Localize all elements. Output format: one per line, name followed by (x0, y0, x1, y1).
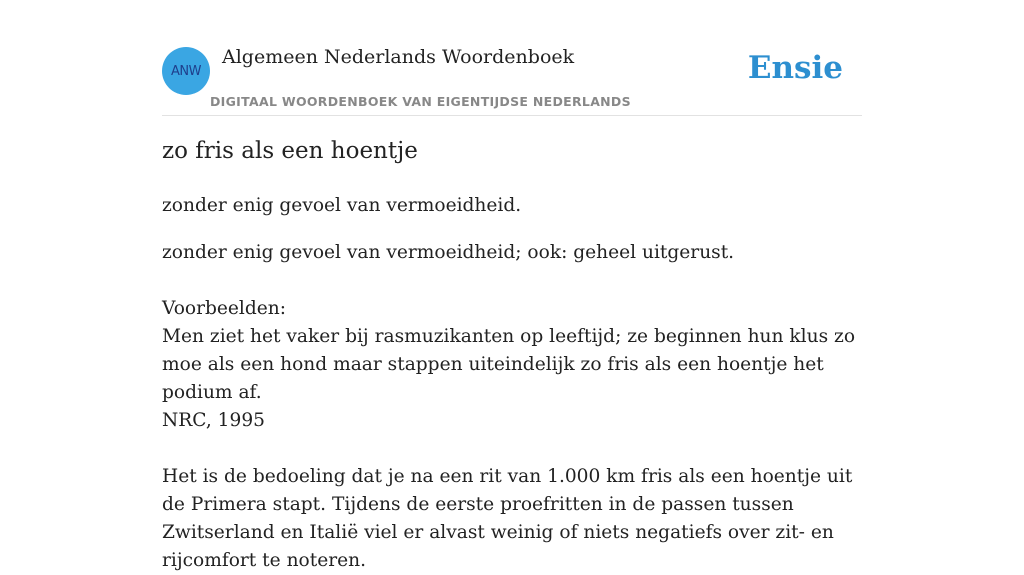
example-text: Men ziet het vaker bij rasmuzikanten op leeftijd; ze beginnen hun klus zo moe als een hond maar stappen uiteindelijk zo fris als een hoentje het podium af. (162, 326, 856, 403)
ensie-brand-logo[interactable]: Ensie (747, 50, 843, 86)
example-text: Het is de bedoeling dat je na een rit van 1.000 km fris als een hoentje uit de Primera stapt. Tijdens de eerste proefritten in de passen tussen Zwitserland en Italië viel er alvast weinig of niets negatiefs over zit- en rijcomfort te noteren. (162, 466, 853, 571)
site-header (162, 0, 862, 116)
examples-section (162, 295, 862, 575)
page (162, 0, 862, 571)
site-subtitle: DIGITAAL WOORDENBOEK VAN EIGENTIJDSE NEDERLANDS (210, 94, 631, 109)
example-source: NRC, 1995 (162, 410, 265, 431)
anw-logo[interactable] (162, 47, 210, 95)
examples-label: Voorbeelden: (162, 298, 287, 319)
short-definition: zonder enig gevoel van vermoeidheid. (162, 195, 522, 216)
example-gap (162, 435, 862, 463)
anw-logo-text: ANW (171, 63, 201, 79)
entry-term: zo fris als een hoentje (162, 138, 418, 164)
long-definition: zonder enig gevoel van vermoeidheid; ook: geheel uitgerust. (162, 242, 735, 263)
site-title[interactable]: Algemeen Nederlands Woordenboek (222, 46, 575, 68)
